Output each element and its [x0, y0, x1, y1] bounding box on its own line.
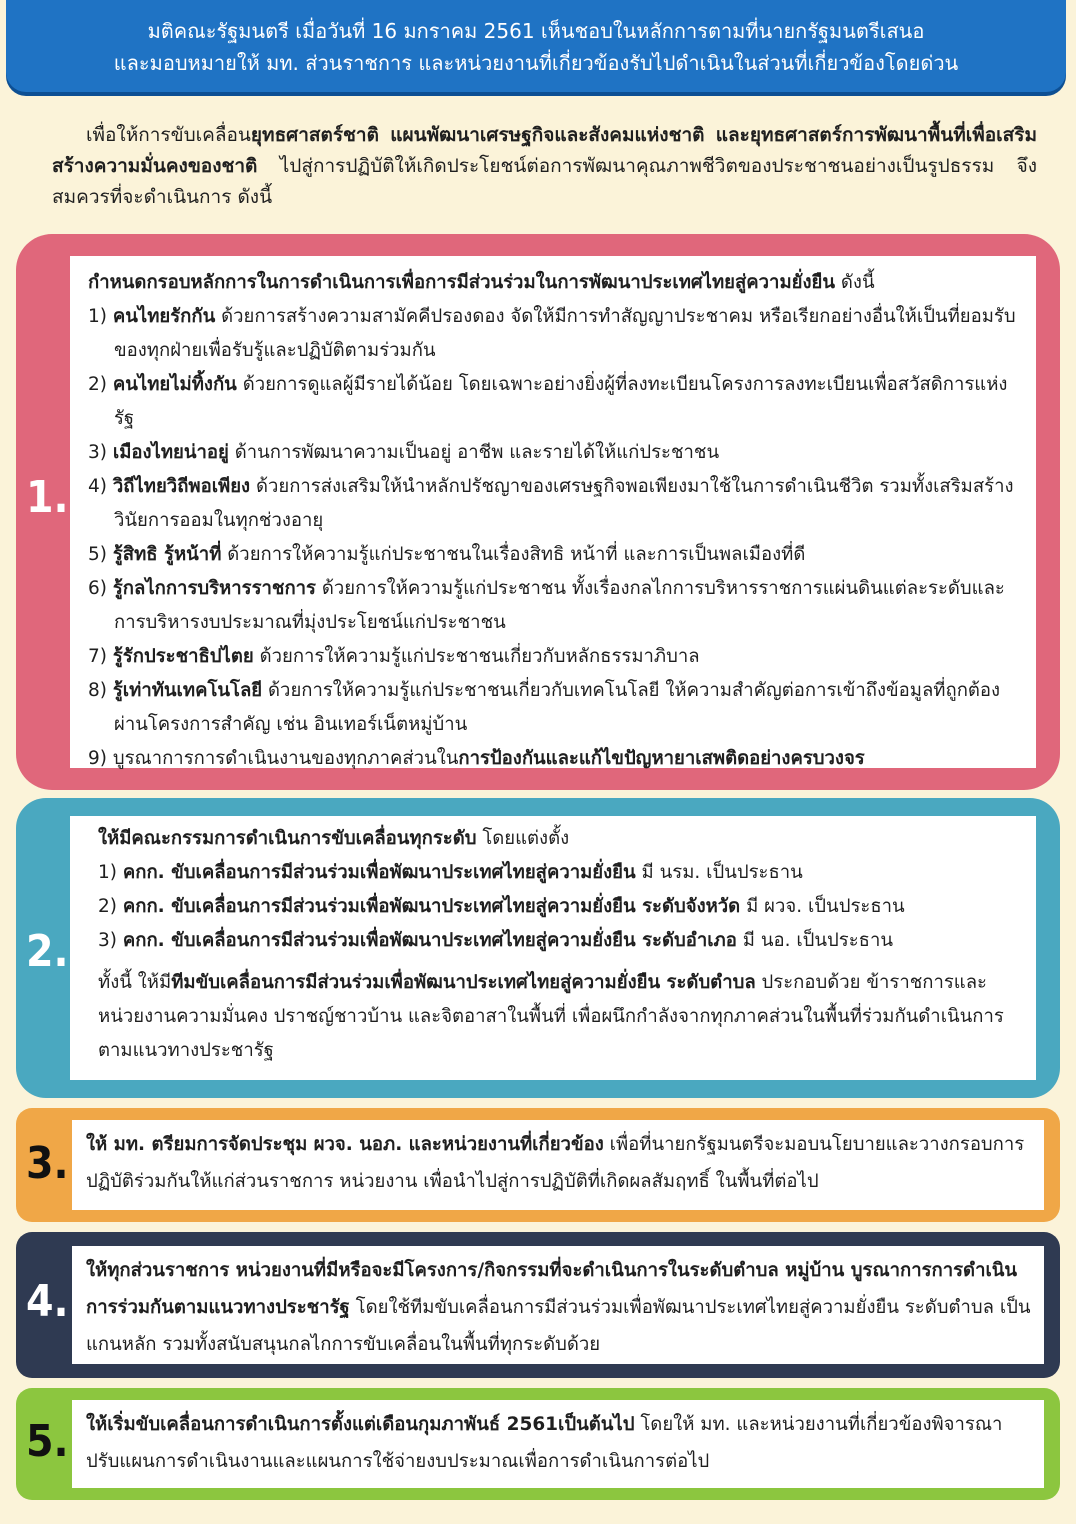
item-bold: วิถีไทยวิถีพอเพียง: [112, 476, 251, 497]
list-item: [88, 572, 1024, 640]
item-text: ด้วยการให้ความรู้แก่ประชาชนเกี่ยวกับเทคโนโลยี ให้ความสำคัญต่อการเข้าถึงข้อมูลที่ถูกต้องผ่านโครงการสำคัญ เช่น อินเทอร์เน็ตหมู่บ้าน: [114, 680, 1001, 735]
list-item: [88, 368, 1024, 436]
item-text: ด้วยการส่งเสริมให้นำหลักปรัชญาของเศรษฐกิจพอเพียงมาใช้ในการดำเนินชีวิต รวมทั้งเสริมสร้างวินัยการออมในทุกช่วงอายุ: [114, 476, 1014, 531]
para-bold: ให้เริ่มขับเคลื่อนการดำเนินการตั้งแต่เดือนกุมภาพันธ์ 2561เป็นต้นไป: [86, 1414, 635, 1435]
section-5: [16, 1388, 1060, 1500]
list-item: [88, 470, 1024, 538]
para-bold: ทีมขับเคลื่อนการมีส่วนร่วมเพื่อพัฒนาประเทศไทยสู่ความยั่งยืน ระดับตำบล: [171, 972, 756, 993]
section-2-content: [70, 816, 1036, 1080]
intro-paragraph: [52, 120, 1037, 213]
para-bold: ให้ทุกส่วนราชการ หน่วยงานที่มีหรือจะมีโครงการ/กิจกรรมที่จะดำเนินการในระดับตำบล หมู่บ้าน บูรณาการการดำเนินการร่วมกันตามแนวทางประชารัฐ: [86, 1260, 1018, 1318]
section-3-content: [72, 1120, 1044, 1210]
section-2-heading: [98, 822, 1022, 856]
item-text: ด้วยการให้ความรู้แก่ประชาชนในเรื่องสิทธิ หน้าที่ และการเป็นพลเมืองที่ดี: [221, 544, 806, 565]
section-1-content: [70, 256, 1036, 768]
section-number: 1.: [26, 472, 69, 523]
item-number: 8): [88, 680, 113, 701]
list-item: [98, 890, 1022, 924]
item-bold: คนไทยรักกัน: [112, 306, 216, 327]
section-5-paragraph: [86, 1406, 1032, 1480]
item-number: 3): [98, 930, 123, 951]
list-item: [88, 742, 1024, 776]
list-item: [88, 674, 1024, 742]
item-bold: คกก. ขับเคลื่อนการมีส่วนร่วมเพื่อพัฒนาประเทศไทยสู่ความยั่งยืน: [122, 862, 636, 883]
intro-text-2: ไปสู่การปฏิบัติให้เกิดประโยชน์ต่อการพัฒนาคุณภาพชีวิตของประชาชนอย่างเป็นรูปธรรม จึงสมควรที่จะดำเนินการ ดังนี้: [52, 155, 1037, 208]
item-bold: คนไทยไม่ทิ้งกัน: [112, 374, 237, 395]
item-bold: รู้รักประชาธิปไตย: [112, 646, 254, 667]
item-text: ด้วยการสร้างความสามัคคีปรองดอง จัดให้มีการทำสัญญาประชาคม หรือเรียกอย่างอื่นให้เป็นที่ยอมรับของทุกฝ่ายเพื่อรับรู้และปฏิบัติตามร่วมกัน: [114, 306, 1016, 361]
item-number: 3): [88, 442, 113, 463]
para-text: โดยใช้ทีมขับเคลื่อนการมีส่วนร่วมเพื่อพัฒนาประเทศไทยสู่ความยั่งยืน ระดับตำบล เป็นแกนหลัก รวมทั้งสนับสนุนกลไกการขับเคลื่อนในพื้นที่ทุกระดับด้วย: [86, 1297, 1031, 1355]
heading-bold: กำหนดกรอบหลักการในการดำเนินการเพื่อการมีส่วนร่วมในการพัฒนาประเทศไทยสู่ความยั่งยืน: [88, 272, 836, 293]
item-number: 1): [88, 306, 113, 327]
section-4: [16, 1232, 1060, 1378]
item-number: 4): [88, 476, 113, 497]
section-number: 4.: [26, 1276, 69, 1327]
para-bold: ให้ มท. ตรียมการจัดประชุม ผวจ. นอภ. และหน่วยงานที่เกี่ยวข้อง: [86, 1134, 604, 1155]
list-item: [98, 856, 1022, 890]
list-item: [88, 538, 1024, 572]
section-1: [16, 234, 1060, 790]
para-text-2: ประกอบด้วย ข้าราชการและหน่วยงานความมั่นคง ปราชญ์ชาวบ้าน และจิตอาสาในพื้นที่ เพื่อผนึกกำลังจากทุกภาคส่วนในพื้นที่ร่วมกันดำเนินการตามแนวทางประชารัฐ: [98, 972, 1004, 1061]
section-2: [16, 798, 1060, 1098]
heading-rest: โดยแต่งตั้ง: [476, 828, 570, 849]
section-3: [16, 1108, 1060, 1222]
header-banner: [6, 0, 1066, 92]
item-text: ด้วยการให้ความรู้แก่ประชาชนเกี่ยวกับหลักธรรมาภิบาล: [253, 646, 700, 667]
heading-rest: ดังนี้: [835, 272, 875, 293]
item-bold: เมืองไทยน่าอยู่: [112, 442, 229, 463]
section-number: 2.: [26, 926, 69, 977]
item-text: ด้วยการให้ความรู้แก่ประชาชน ทั้งเรื่องกลไกการบริหารราชการแผ่นดินแต่ละระดับและการบริหารงบประมาณที่มุ่งประโยชน์แก่ประชาชน: [114, 578, 1005, 633]
list-item: [88, 640, 1024, 674]
list-item: [98, 924, 1022, 958]
item-bold: รู้สิทธิ รู้หน้าที่: [112, 544, 222, 565]
para-text: เพื่อที่นายกรัฐมนตรีจะมอบนโยบายและวางกรอบการปฏิบัติร่วมกันให้แก่ส่วนราชการ หน่วยงาน เพื่อนำไปสู่การปฏิบัติที่เกิดผลสัมฤทธิ์ ในพื้นที่ต่อไป: [86, 1134, 1025, 1192]
item-number: 1): [98, 862, 123, 883]
item-number: 5): [88, 544, 113, 565]
item-number: 7): [88, 646, 113, 667]
heading-bold: ให้มีคณะกรรมการดำเนินการขับเคลื่อนทุกระดับ: [98, 828, 477, 849]
item-number: 9): [88, 748, 113, 769]
item-text: มี นรม. เป็นประธาน: [635, 862, 803, 883]
banner-line-2: และมอบหมายให้ มท. ส่วนราชการ และหน่วยงานที่เกี่ยวข้องรับไปดำเนินในส่วนที่เกี่ยวข้องโดยด่วน: [113, 51, 959, 75]
banner-line-1: มติคณะรัฐมนตรี เมื่อวันที่ 16 มกราคม 2561 เห็นชอบในหลักการตามที่นายกรัฐมนตรีเสนอ: [147, 19, 925, 43]
item-text: บูรณาการการดำเนินงานของทุกภาคส่วนใน: [112, 748, 459, 769]
list-item: [88, 300, 1024, 368]
item-number: 2): [98, 896, 123, 917]
section-1-heading: [88, 266, 1024, 300]
intro-text-1: เพื่อให้การขับเคลื่อน: [86, 124, 251, 146]
section-4-paragraph: [86, 1252, 1032, 1363]
section-4-content: [72, 1246, 1044, 1364]
item-bold: รู้เท่าทันเทคโนโลยี: [112, 680, 263, 701]
item-text: ด้วยการดูแลผู้มีรายได้น้อย โดยเฉพาะอย่างยิ่งผู้ที่ลงทะเบียนโครงการลงทะเบียนเพื่อสวัสดิการแห่งรัฐ: [114, 374, 1008, 429]
section-5-content: [72, 1400, 1044, 1488]
item-bold: รู้กลไกการบริหารราชการ: [112, 578, 316, 599]
item-text: มี นอ. เป็นประธาน: [736, 930, 893, 951]
item-bold: คกก. ขับเคลื่อนการมีส่วนร่วมเพื่อพัฒนาประเทศไทยสู่ความยั่งยืน ระดับอำเภอ: [122, 930, 737, 951]
item-number: 6): [88, 578, 113, 599]
item-bold: การป้องกันและแก้ไขปัญหายาเสพติดอย่างครบวงจร: [458, 748, 865, 769]
item-number: 2): [88, 374, 113, 395]
section-2-paragraph: [98, 966, 1022, 1068]
item-text: ด้านการพัฒนาความเป็นอยู่ อาชีพ และรายได้ให้แก่ประชาชน: [228, 442, 720, 463]
list-item: [88, 436, 1024, 470]
intro-bold: ยุทธศาสตร์ชาติ แผนพัฒนาเศรษฐกิจและสังคมแห่งชาติ และยุทธศาสตร์การพัฒนาพื้นที่เพื่อเสริมสร้างความมั่นคงของชาติ: [52, 124, 1037, 177]
item-bold: คกก. ขับเคลื่อนการมีส่วนร่วมเพื่อพัฒนาประเทศไทยสู่ความยั่งยืน ระดับจังหวัด: [122, 896, 741, 917]
section-number: 5.: [26, 1416, 69, 1467]
section-number: 3.: [26, 1138, 69, 1189]
para-text: โดยให้ มท. และหน่วยงานที่เกี่ยวข้องพิจารณาปรับแผนการดำเนินงานและแผนการใช้จ่ายงบประมาณเพื่อการดำเนินการต่อไป: [86, 1414, 1003, 1472]
item-text: มี ผวจ. เป็นประธาน: [740, 896, 905, 917]
para-text-1: ทั้งนี้ ให้มี: [98, 972, 172, 993]
section-3-paragraph: [86, 1126, 1032, 1200]
